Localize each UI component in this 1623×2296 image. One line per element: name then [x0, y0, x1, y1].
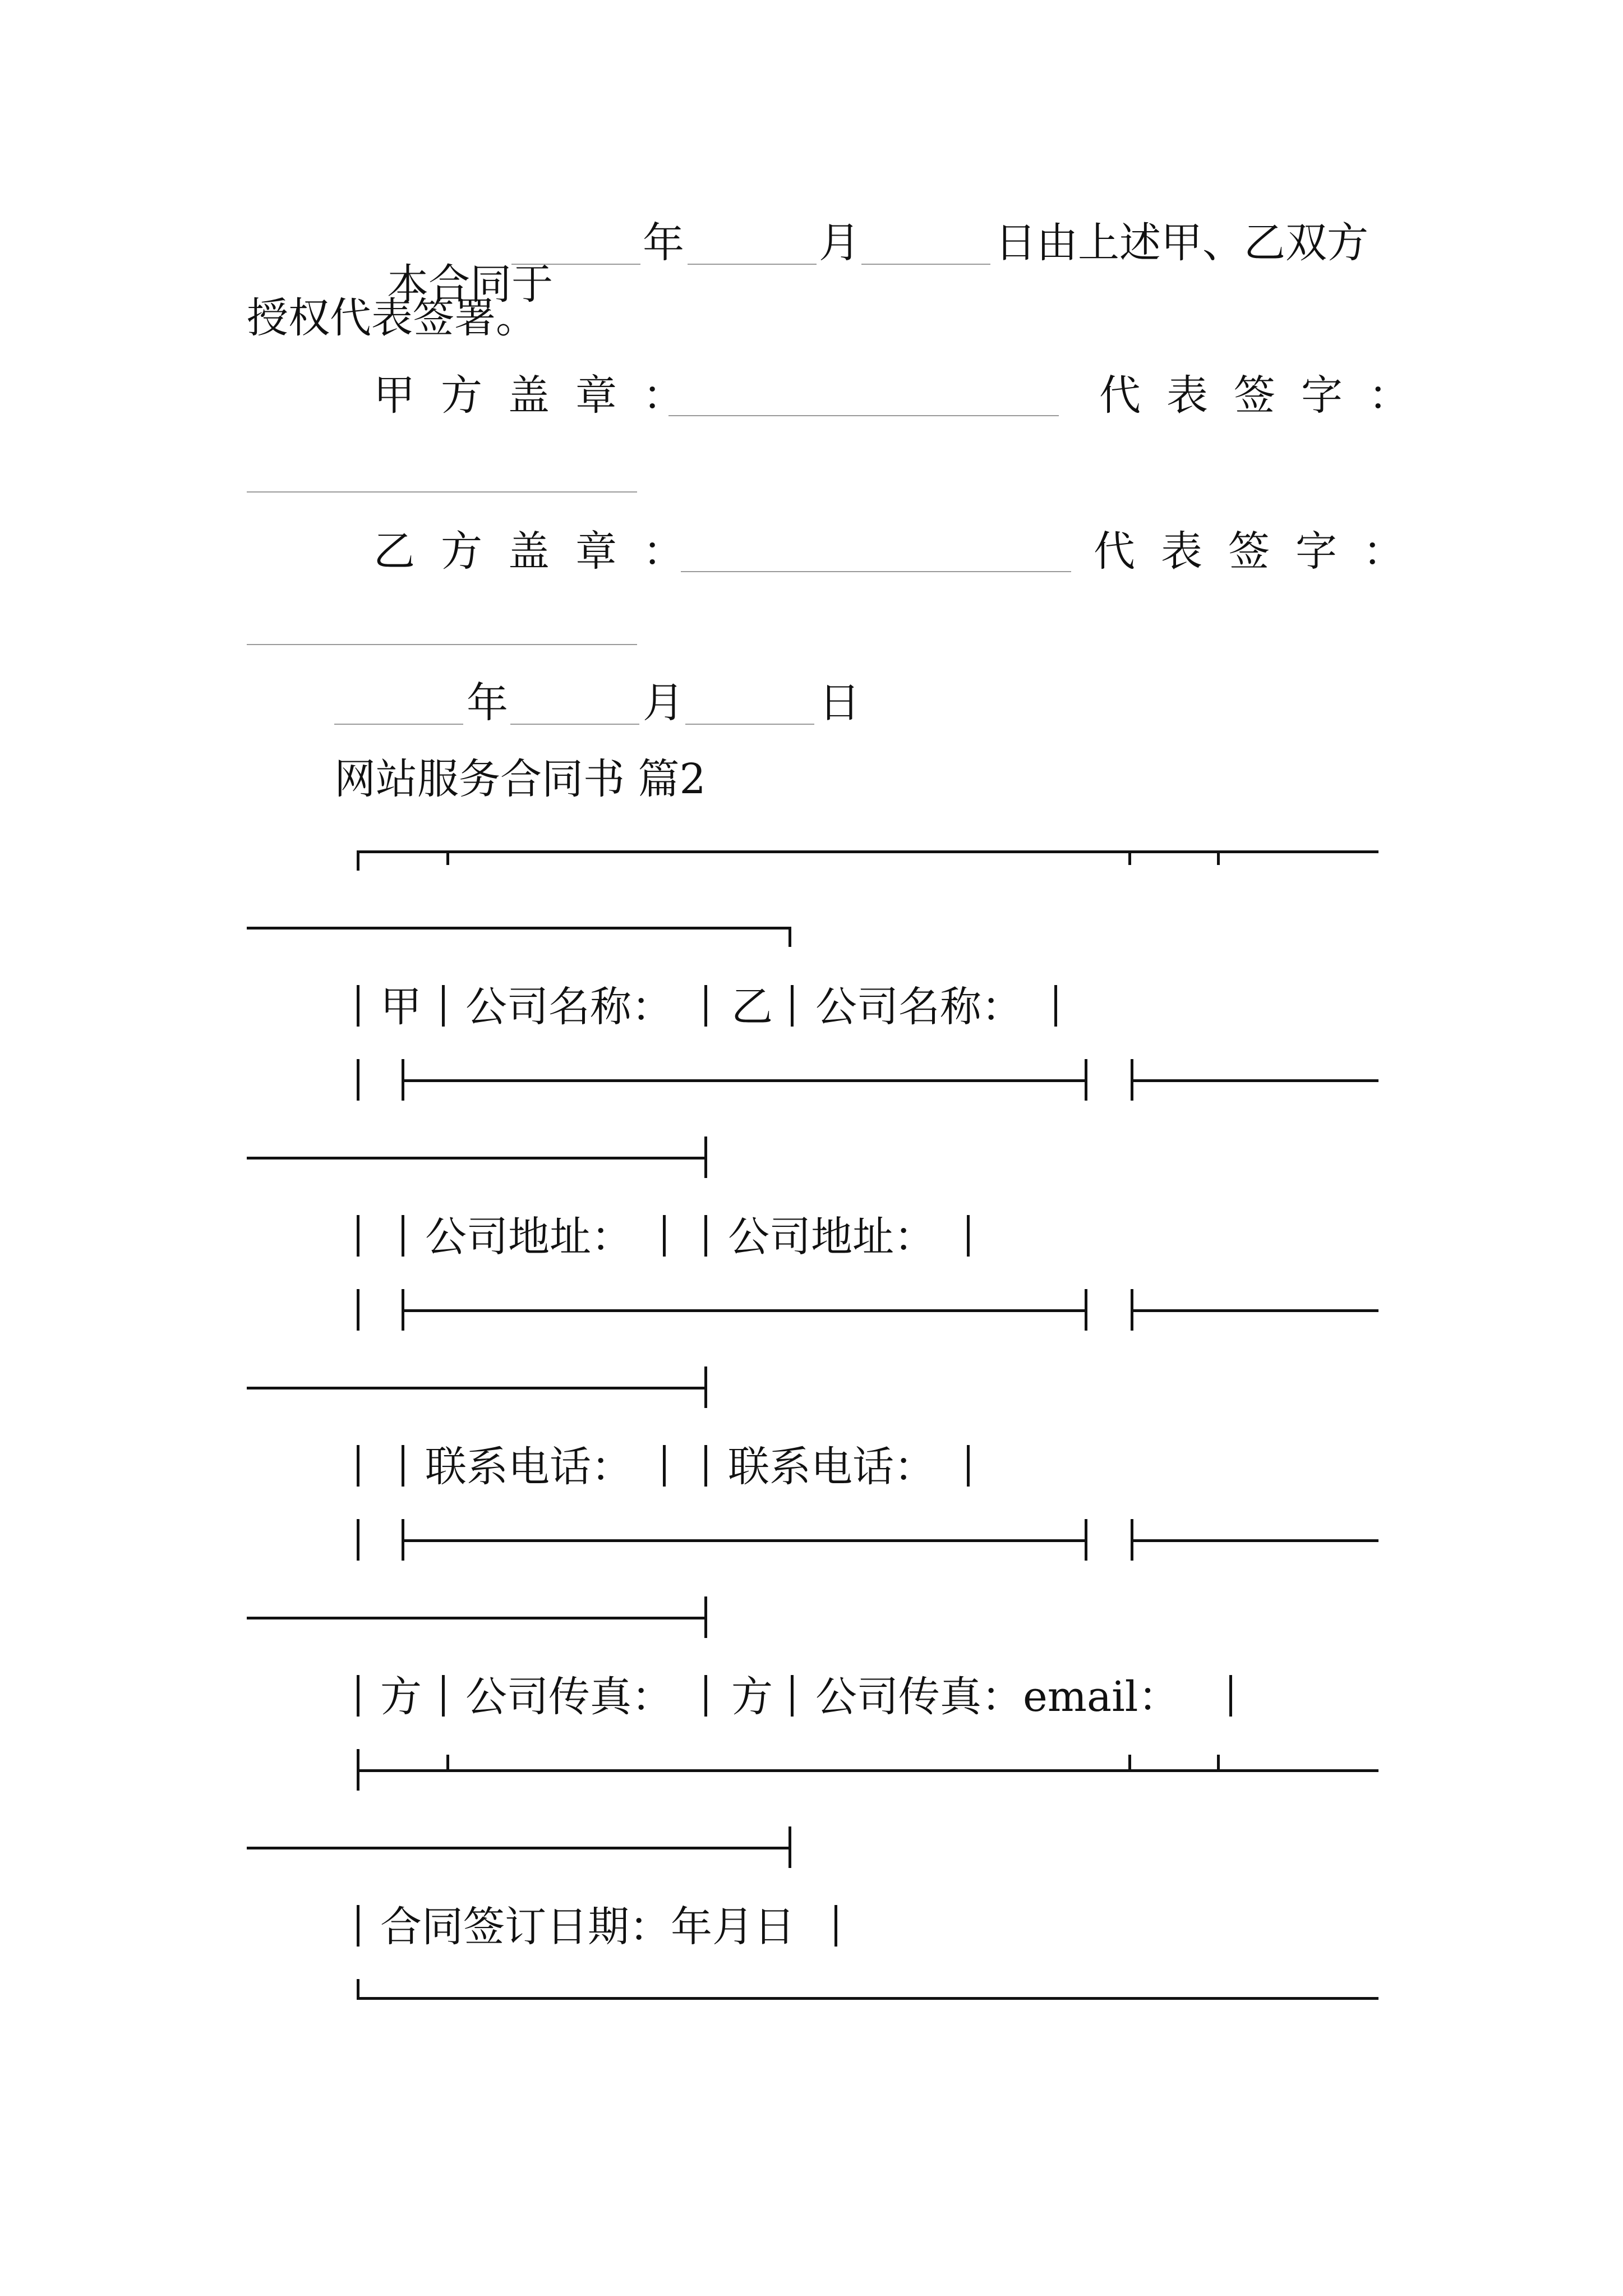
- party-b-company-name: 公司名称：: [815, 983, 1023, 1031]
- date-intro: 本合同于: [387, 260, 554, 309]
- table-row-separator: [1131, 1539, 1378, 1542]
- table-row-separator: [1131, 1079, 1378, 1082]
- table-row-separator-wrap: [247, 1157, 707, 1159]
- table-vline: [357, 1215, 359, 1257]
- party-a-label: 甲: [380, 983, 422, 1031]
- party-a-company-address: 公司地址：: [425, 1213, 633, 1261]
- party-a-company-name: 公司名称：: [465, 983, 673, 1031]
- table-vline: [1085, 1059, 1087, 1101]
- table-vline: [402, 1215, 404, 1257]
- table-vline: [704, 1596, 707, 1638]
- party-b-seal-label: 乙方盖章：: [374, 527, 710, 576]
- party-b-contact-phone: 联系电话：: [728, 1443, 935, 1491]
- year-label: 年: [643, 219, 684, 267]
- table-vline: [704, 1675, 707, 1717]
- year-blank[interactable]: [511, 264, 640, 265]
- date-line2: 授权代表签署。: [247, 294, 537, 342]
- table-vline: [834, 1905, 837, 1947]
- date-suffix: 日由上述甲、乙双方: [995, 219, 1368, 267]
- section-heading: 网站服务合同书 篇2: [334, 755, 706, 803]
- table-vline: [357, 1905, 359, 1947]
- table-row-separator-wrap: [247, 1847, 791, 1849]
- table-vline: [357, 1519, 359, 1561]
- table-vline: [402, 1445, 404, 1487]
- table-vline: [357, 1445, 359, 1487]
- table-vline: [357, 1059, 359, 1101]
- table-top-right-corner: [789, 927, 791, 947]
- table-vline: [789, 1826, 791, 1868]
- party-a-seal-label: 甲方盖章：: [374, 371, 710, 420]
- table-vline: [1085, 1519, 1087, 1561]
- party-b-label: 乙: [731, 983, 773, 1031]
- party-b-company-fax-email: 公司传真：email：: [815, 1673, 1180, 1721]
- table-vline: [704, 1445, 707, 1487]
- table-vline: [704, 1366, 707, 1408]
- party-a-suffix-label: 方: [380, 1673, 422, 1721]
- table-vline: [967, 1445, 970, 1487]
- party-a-rep-sign-blank[interactable]: [247, 491, 637, 493]
- table-vline: [663, 1445, 666, 1487]
- party-a-seal-blank[interactable]: [668, 415, 1059, 416]
- table-vline: [357, 985, 359, 1027]
- table-row-separator: [402, 1539, 1087, 1542]
- sign-month-label: 月: [643, 679, 684, 727]
- day-blank[interactable]: [861, 264, 990, 265]
- party-a-rep-sign-label: 代表签字：: [1099, 371, 1436, 420]
- party-b-rep-sign-blank[interactable]: [247, 644, 637, 645]
- table-vline: [791, 985, 794, 1027]
- sign-year-blank[interactable]: [334, 724, 463, 725]
- table-vline: [967, 1215, 970, 1257]
- party-b-seal-blank[interactable]: [681, 571, 1071, 572]
- table-row-separator: [1131, 1309, 1378, 1312]
- table-sep-tick: [446, 1755, 449, 1769]
- table-vline: [442, 1675, 445, 1717]
- table-vline: [442, 985, 445, 1027]
- table-bottom-left-corner: [357, 1979, 359, 1999]
- party-a-contact-phone: 联系电话：: [425, 1443, 633, 1491]
- sign-month-blank[interactable]: [510, 724, 639, 725]
- table-row-separator: [402, 1079, 1087, 1082]
- table-top-border: [357, 850, 1378, 853]
- table-row-separator-wrap: [247, 1617, 707, 1619]
- table-top-tick: [1217, 850, 1220, 865]
- table-row-separator: [402, 1309, 1087, 1312]
- table-vline: [704, 985, 707, 1027]
- month-blank[interactable]: [688, 264, 817, 265]
- sign-year-label: 年: [467, 679, 508, 727]
- party-b-suffix-label: 方: [731, 1673, 773, 1721]
- table-top-tick: [1128, 850, 1131, 865]
- contract-sign-date: 合同签订日期：年月日: [380, 1903, 795, 1951]
- table-sep-tick: [1217, 1755, 1220, 1769]
- table-row-separator: [357, 1769, 1378, 1772]
- party-b-rep-sign-label: 代表签字：: [1094, 527, 1430, 576]
- table-top-border-wrap: [247, 927, 791, 930]
- table-top-tick: [446, 850, 449, 865]
- sign-day-blank[interactable]: [685, 724, 814, 725]
- party-a-company-fax: 公司传真：: [465, 1673, 673, 1721]
- table-vline: [704, 1215, 707, 1257]
- table-row-separator-wrap: [247, 1387, 707, 1389]
- table-vline: [1085, 1289, 1087, 1331]
- table-top-left-corner: [357, 850, 359, 871]
- table-vline: [357, 1289, 359, 1331]
- table-vline: [704, 1137, 707, 1178]
- table-vline: [791, 1675, 794, 1717]
- sign-day-label: 日: [819, 679, 860, 727]
- month-label: 月: [819, 219, 860, 267]
- table-vline: [357, 1675, 359, 1717]
- table-vline: [663, 1215, 666, 1257]
- table-bottom-border: [357, 1997, 1378, 2000]
- table-vline: [1229, 1675, 1232, 1717]
- table-vline: [1054, 985, 1057, 1027]
- table-sep-tick: [1128, 1755, 1131, 1769]
- party-b-company-address: 公司地址：: [728, 1213, 935, 1261]
